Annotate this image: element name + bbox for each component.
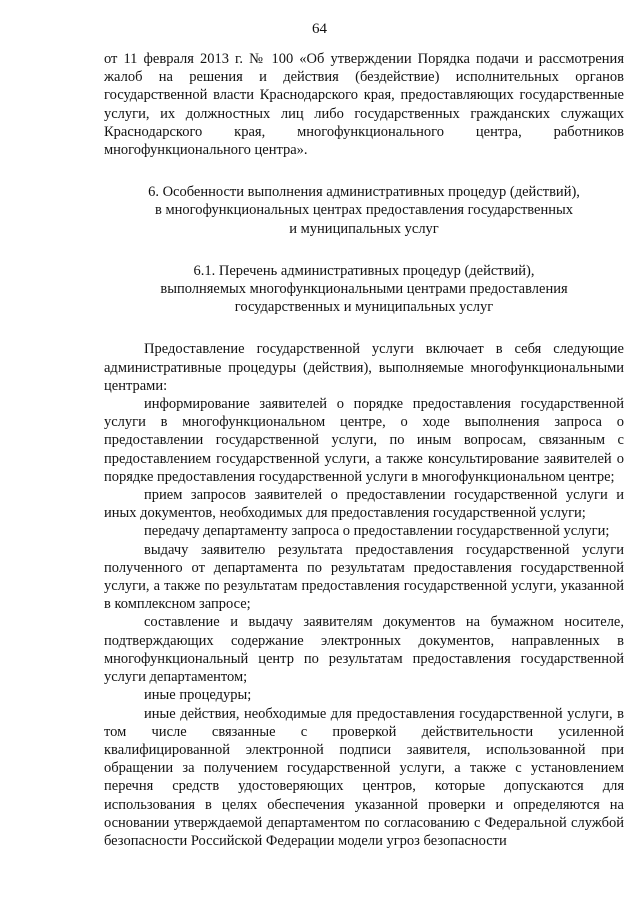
- spacer: [104, 159, 624, 183]
- body-paragraph: составление и выдачу заявителям документов на бумажном носителе, подтверждающих содержание электронных документов, направленных в многофункциональный центр по результатам предоставления государственной услуги департаментом;: [104, 614, 624, 686]
- subsection-heading: [104, 262, 624, 317]
- body-paragraph: информирование заявителей о порядке предоставления государственной услуги в многофункциональном центре, о ходе выполнения запроса о предоставлении государственной услуги, по иным вопросам, связанным с предоставлением государственной услуги, а также консультирование заявителей о порядке предоставления государственной услуги в многофункциональном центре;: [104, 396, 624, 485]
- section-heading: [104, 183, 624, 238]
- body-paragraph: иные процедуры;: [144, 687, 252, 704]
- page-number: 64: [312, 21, 327, 37]
- body-paragraph: иные действия, необходимые для предоставления государственной услуги, в том числе связанные с проверкой действительности усиленной квалифицированной электронной подписи заявителя, использованной при обращении за получением государственной услуги, а также с установлением перечня средств удостоверяющих центров, которые допускаются для использования в целях обеспечения указанной проверки и определяются на основании утверждаемой департаментом по согласованию с Федеральной службой безопасности Российской Федерации модели угроз безопасности: [104, 705, 624, 849]
- document-body: [104, 50, 624, 850]
- subsection-heading-line: 6.1. Перечень административных процедур (действий),: [193, 262, 535, 279]
- section-heading-line: 6. Особенности выполнения административных процедур (действий),: [148, 184, 580, 201]
- spacer: [104, 238, 624, 262]
- intro-paragraph: от 11 февраля 2013 г. № 100 «Об утверждении Порядка подачи и рассмотрения жалоб на решения и действия (бездействие) исполнительных органов государственной власти Краснодарского края, предоставляющих государственные услуги, их должностных лиц либо государственных гражданских служащих Краснодарского края, многофункционального центра, работников многофункционального центра».: [104, 51, 624, 159]
- spacer: [104, 316, 624, 340]
- section-heading-line: в многофункциональных центрах предоставления государственных: [154, 202, 574, 219]
- body-paragraph: Предоставление государственной услуги включает в себя следующие административные процедуры (действия), выполняемые многофункциональными центрами:: [104, 341, 624, 394]
- body-paragraph: выдачу заявителю результата предоставления государственной услуги полученного от департамента по результатам предоставления государственной услуги, а также по результатам предоставления государственной услуги, указанной в комплексном запросе;: [104, 541, 624, 613]
- body-paragraph: прием запросов заявителей о предоставлении государственной услуги и иных документов, необходимых для предоставления государственной услуги;: [104, 487, 624, 522]
- section-heading-line: и муниципальных услуг: [289, 220, 439, 237]
- subsection-heading-line: государственных и муниципальных услуг: [234, 299, 494, 316]
- subsection-heading-line: выполняемых многофункциональными центрами предоставления: [160, 281, 568, 298]
- body-paragraph: передачу департаменту запроса о предоставлении государственной услуги;: [144, 523, 610, 540]
